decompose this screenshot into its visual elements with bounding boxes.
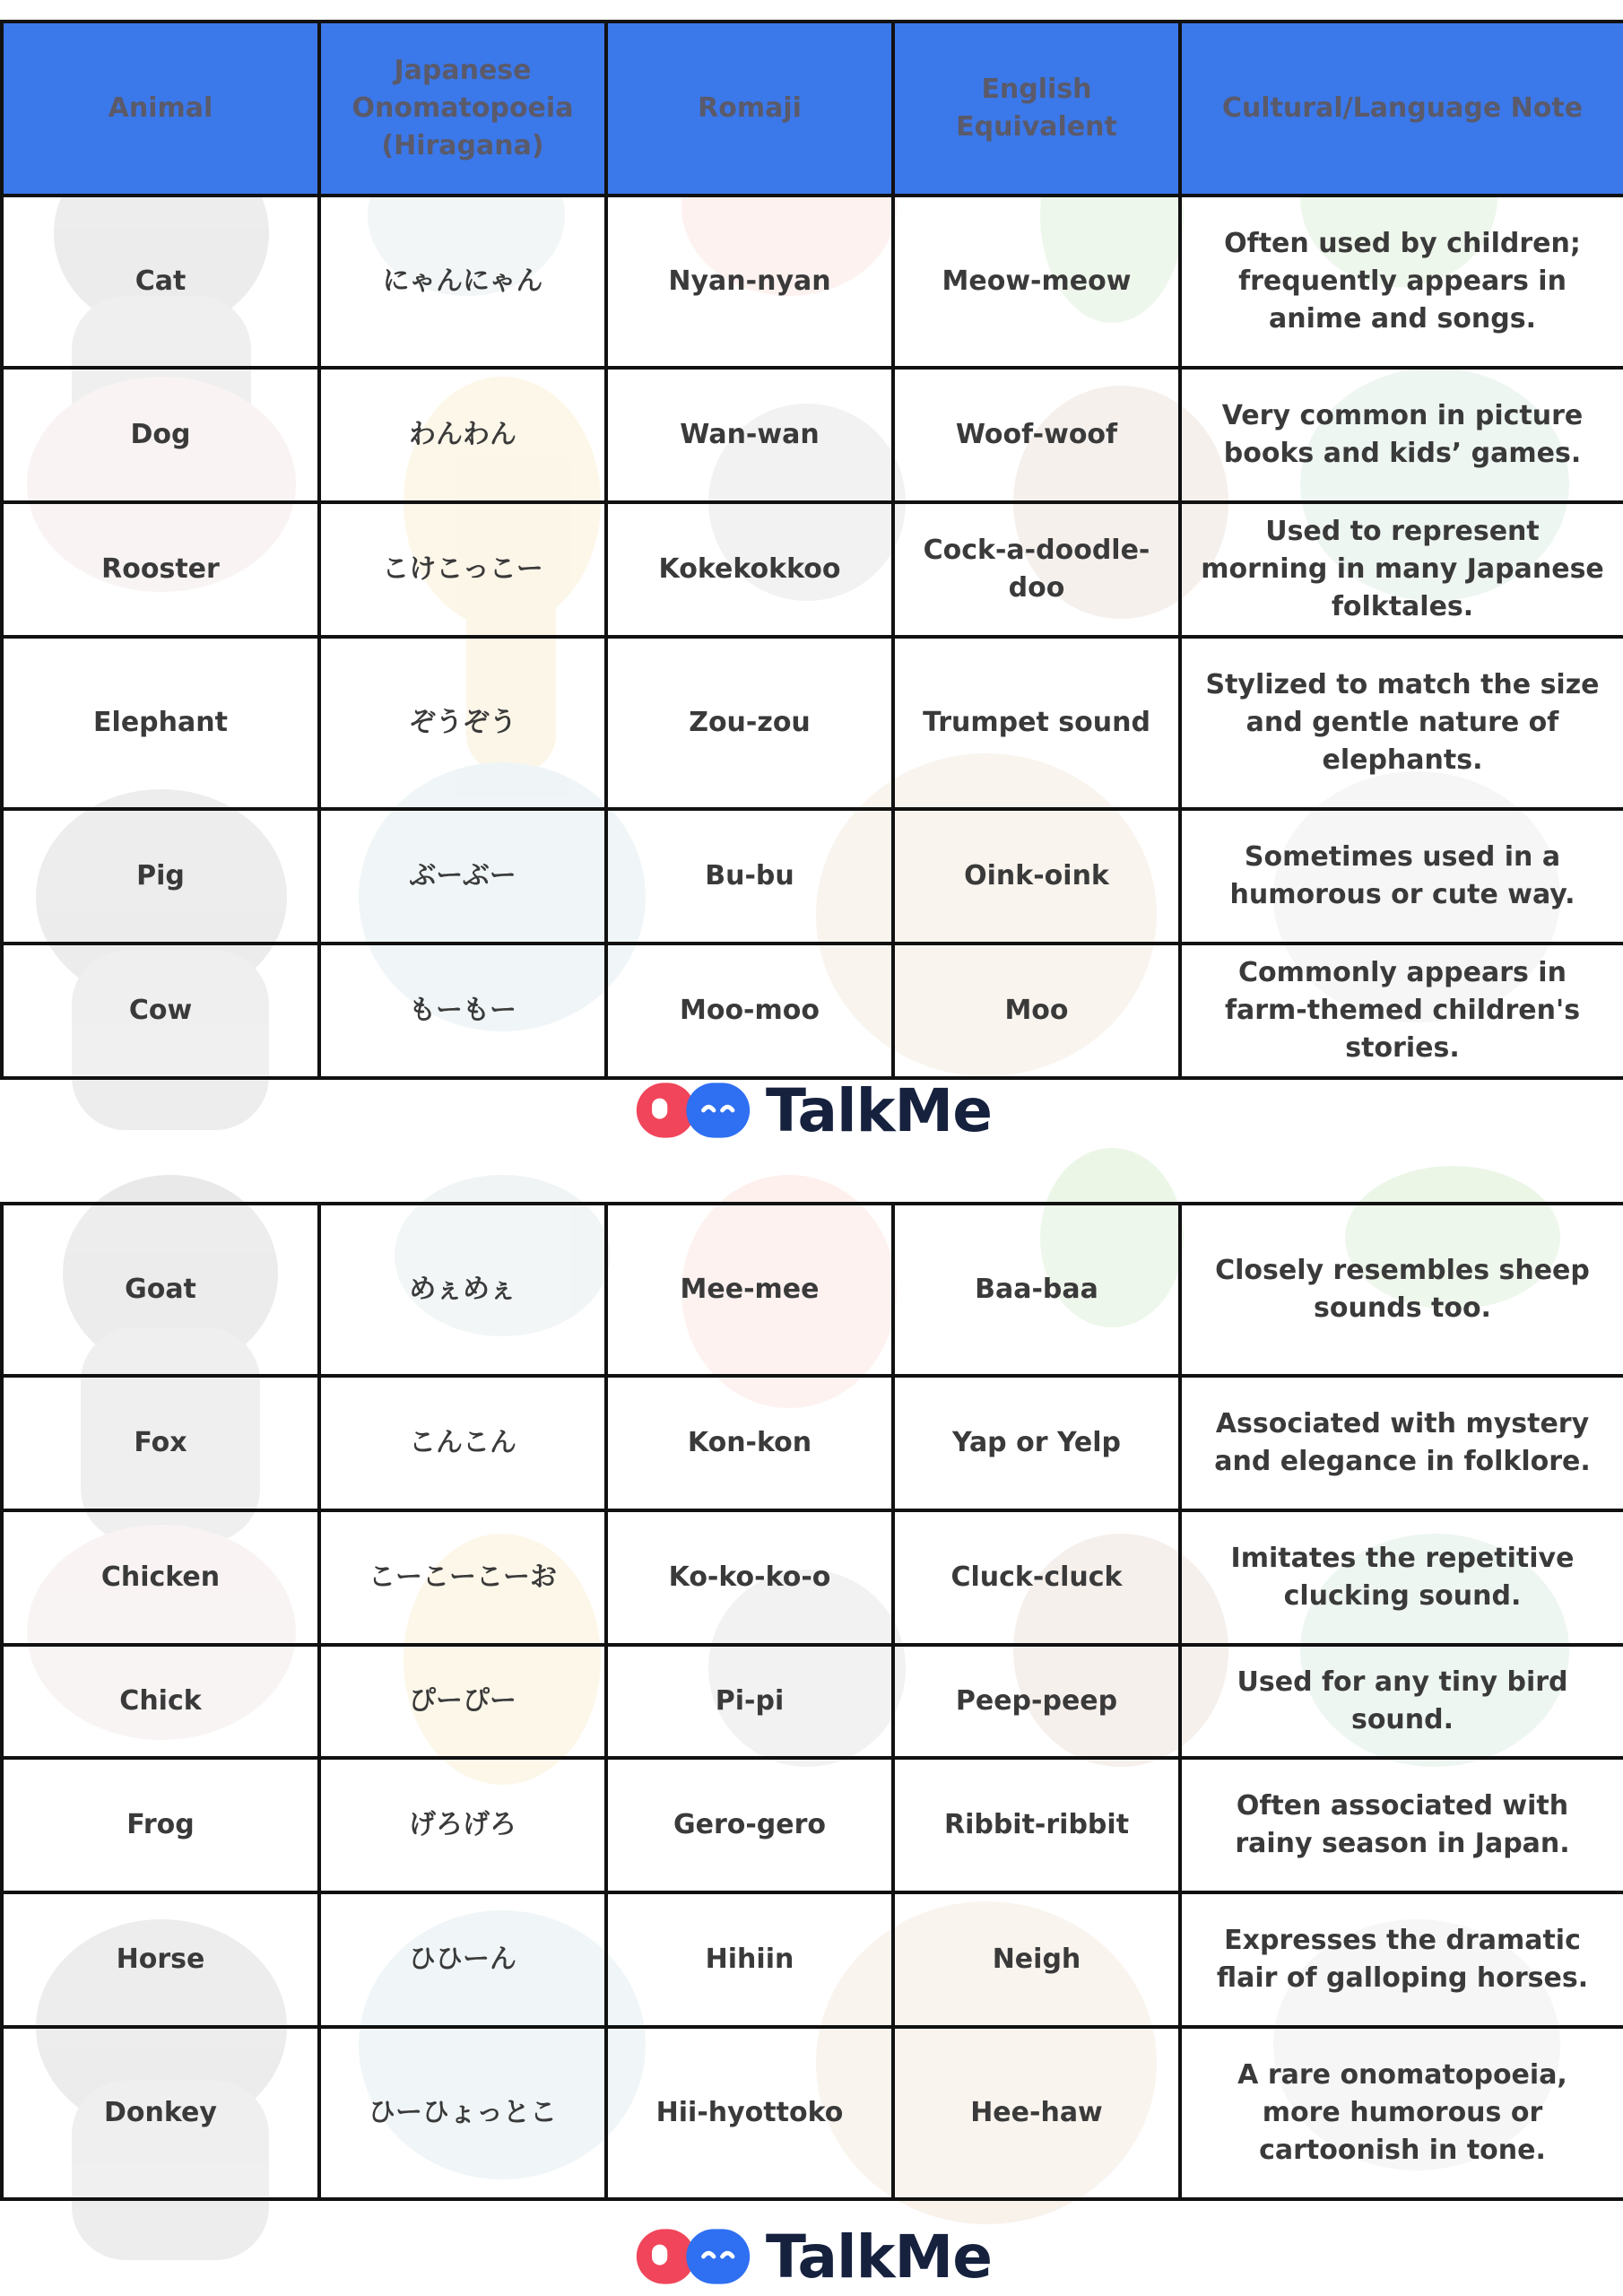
- note-cell: Used for any tiny bird sound.: [1180, 1645, 1623, 1758]
- english-cell: Ribbit-ribbit: [893, 1758, 1180, 1892]
- header-japanese: Japanese Onomatopoeia (Hiragana): [319, 22, 606, 196]
- romaji-cell: Mee-mee: [606, 1204, 893, 1376]
- english-cell: Cluck-cluck: [893, 1510, 1180, 1645]
- table-row: [2, 368, 1623, 502]
- romaji-cell: Hii-hyottoko: [606, 2027, 893, 2199]
- header-row: [2, 22, 1623, 196]
- japanese-cell: にゃんにゃん: [319, 196, 606, 368]
- english-cell: Peep-peep: [893, 1645, 1180, 1758]
- talkme-logo: [633, 2221, 992, 2292]
- animal-cell: Frog: [2, 1758, 319, 1892]
- romaji-cell: Kon-kon: [606, 1376, 893, 1510]
- romaji-cell: Pi-pi: [606, 1645, 893, 1758]
- animal-cell: Rooster: [2, 502, 319, 637]
- japanese-cell: ぴーぴー: [319, 1645, 606, 1758]
- romaji-cell: Nyan-nyan: [606, 196, 893, 368]
- header-english: English Equivalent: [893, 22, 1180, 196]
- header-animal: Animal: [2, 22, 319, 196]
- japanese-cell: ひーひょっとこ: [319, 2027, 606, 2199]
- table-row: [2, 2027, 1623, 2199]
- japanese-cell: もーもー: [319, 944, 606, 1078]
- japanese-cell: こーこーこーお: [319, 1510, 606, 1645]
- animal-cell: Chick: [2, 1645, 319, 1758]
- japanese-cell: こけこっこー: [319, 502, 606, 637]
- animal-cell: Fox: [2, 1376, 319, 1510]
- note-cell: Very common in picture books and kids’ games.: [1180, 368, 1623, 502]
- table-row: [2, 1204, 1623, 1376]
- japanese-cell: げろげろ: [319, 1758, 606, 1892]
- japanese-cell: めぇめぇ: [319, 1204, 606, 1376]
- english-cell: Meow-meow: [893, 196, 1180, 368]
- note-cell: Stylized to match the size and gentle nature of elephants.: [1180, 637, 1623, 809]
- note-cell: Closely resembles sheep sounds too.: [1180, 1204, 1623, 1376]
- english-cell: Moo: [893, 944, 1180, 1078]
- english-cell: Cock-a-doodle-doo: [893, 502, 1180, 637]
- english-cell: Woof-woof: [893, 368, 1180, 502]
- japanese-cell: こんこん: [319, 1376, 606, 1510]
- table-row: [2, 637, 1623, 809]
- talkme-logo-text: TalkMe: [765, 2222, 992, 2292]
- english-cell: Oink-oink: [893, 809, 1180, 944]
- animal-cell: Chicken: [2, 1510, 319, 1645]
- romaji-cell: Moo-moo: [606, 944, 893, 1078]
- talkme-logo-icon: [633, 1076, 753, 1144]
- table-row: [2, 196, 1623, 368]
- table-row: [2, 1758, 1623, 1892]
- english-cell: Yap or Yelp: [893, 1376, 1180, 1510]
- talkme-logo-text: TalkMe: [765, 1075, 992, 1145]
- animal-cell: Dog: [2, 368, 319, 502]
- english-cell: Baa-baa: [893, 1204, 1180, 1376]
- animal-cell: Donkey: [2, 2027, 319, 2199]
- note-cell: Commonly appears in farm-themed children's stories.: [1180, 944, 1623, 1078]
- japanese-cell: ひひーん: [319, 1892, 606, 2027]
- english-cell: Neigh: [893, 1892, 1180, 2027]
- table-row: [2, 502, 1623, 637]
- table-row: [2, 1645, 1623, 1758]
- romaji-cell: Hihiin: [606, 1892, 893, 2027]
- animal-cell: Pig: [2, 809, 319, 944]
- note-cell: Sometimes used in a humorous or cute way.: [1180, 809, 1623, 944]
- note-cell: Expresses the dramatic flair of galloping horses.: [1180, 1892, 1623, 2027]
- note-cell: Associated with mystery and elegance in folklore.: [1180, 1376, 1623, 1510]
- animal-cell: Cow: [2, 944, 319, 1078]
- note-cell: Imitates the repetitive clucking sound.: [1180, 1510, 1623, 1645]
- table-row: [2, 1510, 1623, 1645]
- note-cell: Often associated with rainy season in Japan.: [1180, 1758, 1623, 1892]
- onomatopoeia-table-1: [0, 20, 1623, 1080]
- table-row: [2, 1376, 1623, 1510]
- animal-cell: Cat: [2, 196, 319, 368]
- table-row: [2, 1892, 1623, 2027]
- english-cell: Trumpet sound: [893, 637, 1180, 809]
- romaji-cell: Kokekokkoo: [606, 502, 893, 637]
- onomatopoeia-table-2: [0, 1202, 1623, 2201]
- romaji-cell: Zou-zou: [606, 637, 893, 809]
- table-row: [2, 809, 1623, 944]
- talkme-logo: [633, 1074, 992, 1146]
- animal-cell: Goat: [2, 1204, 319, 1376]
- romaji-cell: Gero-gero: [606, 1758, 893, 1892]
- header-note: Cultural/Language Note: [1180, 22, 1623, 196]
- romaji-cell: Bu-bu: [606, 809, 893, 944]
- romaji-cell: Wan-wan: [606, 368, 893, 502]
- animal-cell: Horse: [2, 1892, 319, 2027]
- header-romaji: Romaji: [606, 22, 893, 196]
- japanese-cell: わんわん: [319, 368, 606, 502]
- japanese-cell: ぶーぶー: [319, 809, 606, 944]
- note-cell: A rare onomatopoeia, more humorous or cartoonish in tone.: [1180, 2027, 1623, 2199]
- animal-cell: Elephant: [2, 637, 319, 809]
- english-cell: Hee-haw: [893, 2027, 1180, 2199]
- romaji-cell: Ko-ko-ko-o: [606, 1510, 893, 1645]
- note-cell: Used to represent morning in many Japanese folktales.: [1180, 502, 1623, 637]
- talkme-logo-icon: [633, 2222, 753, 2291]
- table-row: [2, 944, 1623, 1078]
- japanese-cell: ぞうぞう: [319, 637, 606, 809]
- note-cell: Often used by children; frequently appears in anime and songs.: [1180, 196, 1623, 368]
